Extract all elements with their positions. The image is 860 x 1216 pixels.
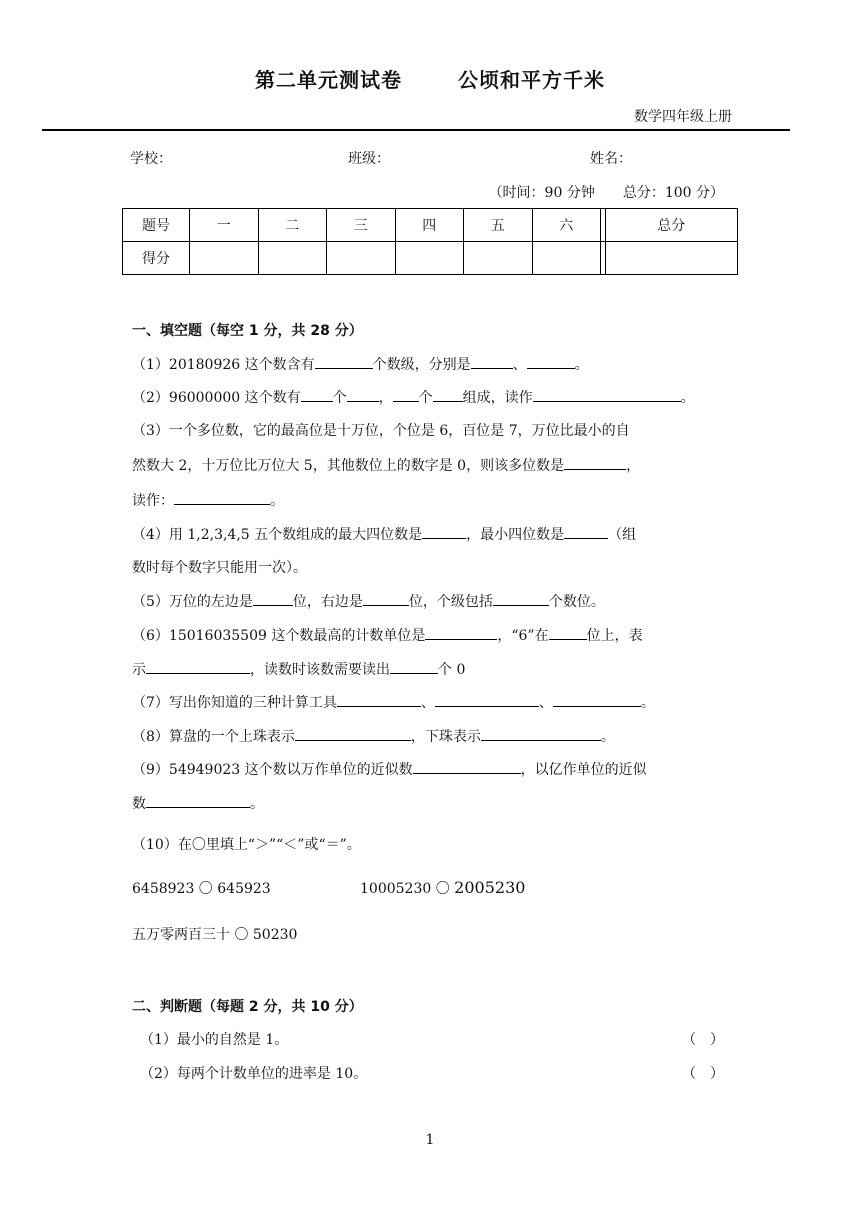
- answer-blank[interactable]: [493, 591, 549, 606]
- score-cell[interactable]: [190, 242, 259, 275]
- q2-text: （2）96000000 这个数有: [132, 390, 301, 406]
- answer-blank[interactable]: [564, 455, 626, 470]
- answer-blank[interactable]: [422, 524, 466, 539]
- q3-text: 读作：: [132, 493, 174, 509]
- answer-blank[interactable]: [549, 625, 587, 640]
- page-title: [0, 64, 860, 93]
- answer-blank[interactable]: [481, 726, 601, 741]
- answer-blank[interactable]: [347, 387, 379, 402]
- q2-text: 个: [418, 390, 433, 406]
- q7-text: 。: [640, 695, 655, 711]
- compare-3: 五万零两百三十 〇 50230: [132, 927, 298, 943]
- q6-text: ，“6”在: [497, 628, 549, 644]
- question-5: [132, 591, 605, 611]
- question-6-line2: [132, 659, 465, 679]
- answer-blank[interactable]: [315, 354, 373, 369]
- answer-blank[interactable]: [553, 692, 641, 707]
- question-6-line1: [132, 625, 643, 645]
- table-cell: 总分: [605, 209, 737, 242]
- q6-text: 个 0: [438, 662, 466, 678]
- q7-text: （7）写出你知道的三种计算工具: [132, 695, 337, 711]
- q7-text: 、: [420, 695, 435, 711]
- table-cell: 题号: [123, 209, 190, 242]
- time-info: （时间：90 分钟 总分：100 分）: [488, 185, 724, 201]
- answer-blank[interactable]: [564, 524, 608, 539]
- q5-text: 个数位。: [548, 594, 605, 610]
- compare-2-right: 2005230: [454, 878, 526, 897]
- section2-heading: 二、判断题（每题 2 分，共 10 分）: [132, 999, 363, 1015]
- score-table: [122, 208, 738, 275]
- answer-blank[interactable]: [301, 387, 333, 402]
- q9-text: （9）54949023 这个数以万作单位的近似数: [132, 762, 413, 778]
- answer-blank[interactable]: [533, 387, 681, 402]
- question-2: [132, 387, 695, 407]
- question-9-line2: [132, 793, 264, 813]
- q2-text: 个: [332, 390, 347, 406]
- question-1: [132, 354, 589, 374]
- question-4-line1: [132, 524, 636, 544]
- answer-blank[interactable]: [146, 659, 250, 674]
- answer-blank[interactable]: [425, 625, 497, 640]
- score-cell[interactable]: [327, 242, 396, 275]
- q5-text: （5）万位的左边是: [132, 594, 253, 610]
- q1-text: （1）20180926 这个数含有: [132, 357, 315, 373]
- answer-blank[interactable]: [337, 692, 421, 707]
- class-label: 班级：: [348, 151, 390, 167]
- compare-1: 6458923 〇 645923: [132, 881, 271, 897]
- judge-item-1: （1）最小的自然是 1。: [140, 1032, 289, 1048]
- section1-heading: 一、填空题（每空 1 分，共 28 分）: [132, 323, 363, 339]
- table-cell: 六: [532, 209, 601, 242]
- q9-text: 数: [132, 796, 146, 812]
- score-table-score-row: [123, 242, 738, 275]
- q8-text: ，下珠表示: [410, 729, 481, 745]
- q4-text: ，最小四位数是: [466, 527, 565, 543]
- judge-item-2: （2）每两个计数单位的进率是 10。: [140, 1066, 368, 1082]
- q3-text: 。: [270, 493, 284, 509]
- q6-text: （6）15016035509 这个数最高的计数单位是: [132, 628, 426, 644]
- answer-blank[interactable]: [393, 387, 419, 402]
- q5-text: 位，个级包括: [408, 594, 493, 610]
- q6-text: 示: [132, 662, 146, 678]
- q1-text: 个数级，分别是: [372, 357, 471, 373]
- q9-text: ，以亿作单位的近似: [520, 762, 647, 778]
- header-rule: [42, 129, 790, 131]
- question-9-line1: [132, 759, 647, 779]
- compare-2-left: 10005230 〇: [360, 881, 455, 897]
- score-cell[interactable]: [464, 242, 533, 275]
- answer-blank[interactable]: [471, 354, 513, 369]
- q2-text: ，: [378, 390, 393, 406]
- title-right: 公顷和平方千米: [458, 68, 605, 92]
- q2-text: 组成，读作: [462, 390, 533, 406]
- table-cell: 四: [395, 209, 464, 242]
- answer-blank[interactable]: [363, 591, 409, 606]
- question-3-line2: [132, 455, 640, 475]
- answer-blank[interactable]: [433, 387, 463, 402]
- q9-text: 。: [250, 796, 264, 812]
- answer-blank[interactable]: [295, 726, 411, 741]
- answer-blank[interactable]: [390, 659, 438, 674]
- q6-text: ，读数时该数需要读出: [250, 662, 390, 678]
- table-cell: 一: [190, 209, 259, 242]
- q4-text: （组: [608, 527, 637, 543]
- answer-blank[interactable]: [435, 692, 539, 707]
- score-table-header-row: [123, 209, 738, 242]
- judge-answer-parens[interactable]: （ ）: [682, 1066, 724, 1082]
- score-cell[interactable]: [532, 242, 601, 275]
- question-4-line2: 数时每个数字只能用一次）。: [132, 560, 307, 576]
- q1-text: 。: [574, 357, 589, 373]
- q3-text: ，: [626, 458, 641, 474]
- table-cell: 三: [327, 209, 396, 242]
- q2-text: 。: [680, 390, 695, 406]
- q1-text: 、: [512, 357, 527, 373]
- q6-text: 位上，表: [586, 628, 643, 644]
- table-cell: 得分: [123, 242, 190, 275]
- title-left: 第二单元测试卷: [255, 68, 402, 92]
- score-cell[interactable]: [258, 242, 327, 275]
- q8-text: （8）算盘的一个上珠表示: [132, 729, 295, 745]
- table-cell: 二: [258, 209, 327, 242]
- page-number: 1: [425, 1132, 435, 1148]
- answer-blank[interactable]: [527, 354, 575, 369]
- answer-blank[interactable]: [174, 490, 270, 505]
- answer-blank[interactable]: [413, 759, 521, 774]
- compare-2: [360, 878, 525, 898]
- name-label: 姓名：: [590, 151, 632, 167]
- school-label: 学校：: [130, 151, 172, 167]
- question-3-line3: [132, 490, 284, 510]
- question-8: [132, 726, 615, 746]
- q8-text: 。: [600, 729, 615, 745]
- answer-blank[interactable]: [146, 793, 250, 808]
- score-cell[interactable]: [395, 242, 464, 275]
- q3-text: 然数大 2，十万位比万位大 5，其他数位上的数字是 0，则该多位数是: [132, 458, 565, 474]
- q5-text: 位，右边是: [292, 594, 363, 610]
- question-3-line1: （3）一个多位数，它的最高位是十万位，个位是 6，百位是 7，万位比最小的自: [132, 423, 630, 439]
- q7-text: 、: [538, 695, 553, 711]
- q4-text: （4）用 1,2,3,4,5 五个数组成的最大四位数是: [132, 527, 423, 543]
- question-7: [132, 692, 655, 712]
- table-cell: 五: [464, 209, 533, 242]
- question-10: （10）在〇里填上“＞”“＜”或“＝”。: [132, 837, 361, 853]
- subtitle: 数学四年级上册: [634, 109, 732, 125]
- answer-blank[interactable]: [253, 591, 293, 606]
- score-cell[interactable]: [605, 242, 737, 275]
- judge-answer-parens[interactable]: （ ）: [682, 1032, 724, 1048]
